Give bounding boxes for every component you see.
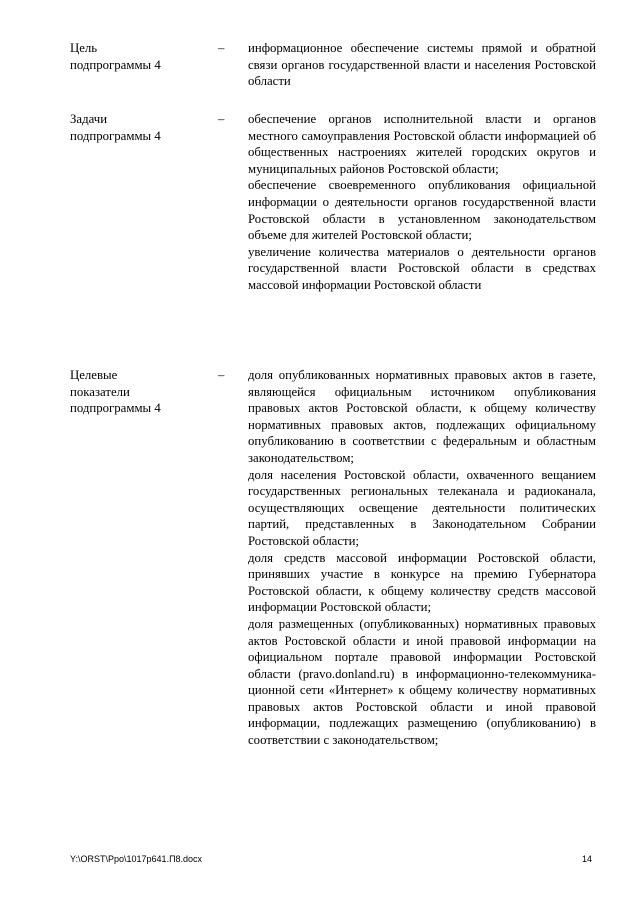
- paragraph: доля населения Ростовской области, охваченного вещанием государственных региональных телеканала и радиоканала, осуществляющих освещение деятельности политических партий, представленных в Законодательном Собрании Ростовской области;: [248, 467, 596, 548]
- label-line: Цель: [70, 41, 98, 55]
- row-label: [70, 40, 220, 73]
- paragraph: доля размещенных (опубликованных) нормативных правовых актов Ростовской области и иной правовой информации на официальном портале правовой информации Ростовской области (pravo.donland.ru) в информационно-телекоммуника-ционной сети «Интернет» к общему количеству нормативных правовых актов Ростовской области и иной правовой информации, подлежащих размещению (опубликованию) в соответствии с законодательством;: [248, 616, 596, 748]
- paragraph: доля опубликованных нормативных правовых актов в газете, являющейся официальным источником опубликования правовых актов Ростовской области, к общему количеству нормативных правовых актов, подлежащих официальному опубликованию в соответствии с федеральным и областным законодательством;: [248, 368, 596, 465]
- label-line: подпрограммы 4: [70, 401, 161, 416]
- row-dash: –: [218, 368, 225, 382]
- row-text: [248, 40, 596, 90]
- row-dash: –: [218, 112, 225, 126]
- paragraph: увеличение количества материалов о деятельности органов государственной власти Ростовской области в средствах массовой информации Ростовской области: [248, 244, 596, 292]
- label-line: показатели: [70, 384, 130, 399]
- footer-file-path: Y:\ORST\Ppo\1017p641.П8.docx: [70, 854, 203, 864]
- paragraph: обеспечение органов исполнительной власти и органов местного самоуправления Ростовской области информацией об общественных настроениях жителей городских округов и муниципальных районов Ростовской области;: [248, 112, 596, 176]
- row-text: [248, 367, 596, 749]
- label-line: подпрограммы 4: [70, 57, 161, 72]
- paragraph: информационное обеспечение системы прямой и обратной связи органов государственной власти и населения Ростовской области: [248, 41, 596, 89]
- row-dash: –: [218, 41, 225, 55]
- label-line: подпрограммы 4: [70, 128, 161, 143]
- paragraph: обеспечение своевременного опубликования официальной информации о деятельности органов государственной власти Ростовской области в установленном законодательством объеме для жителей Ростовской области;: [248, 178, 596, 243]
- row-label: [70, 367, 220, 417]
- label-line: Задачи: [70, 112, 108, 126]
- paragraph: доля средств массовой информации Ростовской области, принявших участие в конкурсе на премию Губернатора Ростовской области, к общему количеству средств массовой информации Ростовской области;: [248, 550, 596, 615]
- row-label: [70, 111, 220, 144]
- page-number: 14: [582, 854, 593, 864]
- row-text: [248, 111, 596, 294]
- label-line: Целевые: [70, 368, 118, 382]
